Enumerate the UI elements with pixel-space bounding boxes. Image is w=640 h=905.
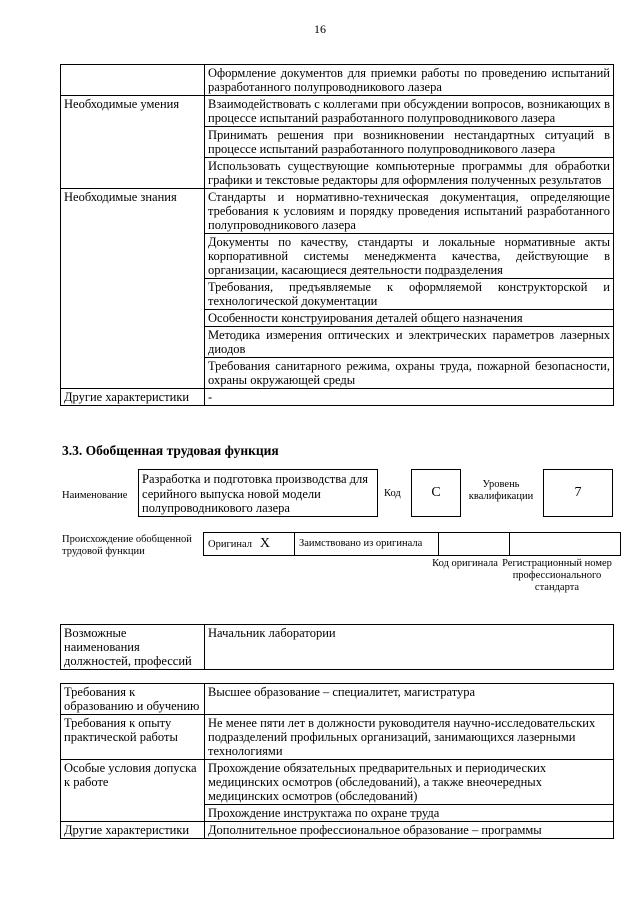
row-content: Использовать существующие компьютерные программы для обработки графики и текстовые редакторы для оформления полученных результатов — [205, 158, 614, 189]
row-content: Взаимодействовать с коллегами при обсуждении вопросов, возникающих в процессе испытаний разработанного полупроводникового лазера — [205, 96, 614, 127]
row-content: Требования санитарного режима, охраны труда, пожарной безопасности, охраны окружающей среды — [205, 358, 614, 389]
code-label: Код — [384, 488, 401, 499]
page-number: 16 — [314, 22, 326, 36]
code-original-cell — [439, 533, 510, 556]
level-label: Уровень квалификации — [468, 479, 534, 502]
table-row — [61, 822, 614, 839]
row-content: Дополнительное профессиональное образование – программы — [205, 822, 614, 839]
original-mark: X — [259, 535, 270, 551]
row-content: Особенности конструирования деталей общего назначения — [205, 310, 614, 327]
row-label: Необходимые умения — [61, 96, 205, 189]
origin-table — [203, 532, 621, 556]
original-cell — [204, 533, 295, 556]
row-content: Требования, предъявляемые к оформляемой конструкторской и технологической документации — [205, 279, 614, 310]
requirements-table — [60, 683, 614, 839]
code-value: C — [411, 469, 461, 517]
original-label: Оригинал — [208, 538, 252, 550]
table-row — [61, 684, 614, 715]
origin-label: Происхождение обобщенной трудовой функции — [62, 534, 192, 557]
borrowed-cell: Заимствовано из оригинала — [295, 533, 439, 556]
positions-label: Возможные наименования должностей, профессий — [61, 625, 205, 670]
row-content: Стандарты и нормативно-техническая документация, определяющие требования к условиям и порядку проведения испытаний разработанного полупроводникового лазера — [205, 189, 614, 234]
row-label: Необходимые знания — [61, 189, 205, 389]
row-content: Оформление документов для приемки работы по проведению испытаний разработанного полупроводникового лазера — [205, 65, 614, 96]
table-row — [61, 96, 614, 127]
row-content: Не менее пяти лет в должности руководителя научно-исследовательских подразделений профильных организаций, занимающихся лазерными технологиями — [205, 715, 614, 760]
skills-knowledge-table — [60, 64, 614, 406]
name-label: Наименование — [62, 490, 128, 501]
row-content: Методика измерения оптических и электрических параметров лазерных диодов — [205, 327, 614, 358]
row-label: Требования к опыту практической работы — [61, 715, 205, 760]
row-content: Высшее образование – специалитет, магистратура — [205, 684, 614, 715]
table-row — [61, 189, 614, 234]
table-row — [61, 715, 614, 760]
row-label: Другие характеристики — [61, 389, 205, 406]
reg-number-caption: Регистрационный номер профессионального стандарта — [502, 558, 612, 593]
row-content: Прохождение обязательных предварительных и периодических медицинских осмотров (обследований), а также внеочередных медицинских осмотров (обследований) — [205, 760, 614, 805]
positions-value: Начальник лаборатории — [205, 625, 614, 670]
row-content: Прохождение инструктажа по охране труда — [205, 805, 614, 822]
row-label: Другие характеристики — [61, 822, 205, 839]
positions-table — [60, 624, 614, 670]
row-label — [61, 65, 205, 96]
function-name-value: Разработка и подготовка производства для серийного выпуска новой модели полупроводникового лазера — [138, 469, 378, 517]
row-label: Требования к образованию и обучению — [61, 684, 205, 715]
reg-number-cell — [510, 533, 621, 556]
section-title: 3.3. Обобщенная трудовая функция — [62, 443, 279, 458]
row-label: Особые условия допуска к работе — [61, 760, 205, 822]
row-content: Документы по качеству, стандарты и локальные нормативные акты корпоративной системы менеджмента качества, действующие в организации, касающиеся деятельности подразделения — [205, 234, 614, 279]
table-row — [61, 65, 614, 96]
table-row — [61, 760, 614, 805]
table-row — [61, 389, 614, 406]
level-value: 7 — [543, 469, 613, 517]
row-content: - — [205, 389, 614, 406]
row-content: Принимать решения при возникновении нестандартных ситуаций в процессе испытаний разработанного полупроводникового лазера — [205, 127, 614, 158]
code-original-caption: Код оригинала — [432, 558, 498, 569]
